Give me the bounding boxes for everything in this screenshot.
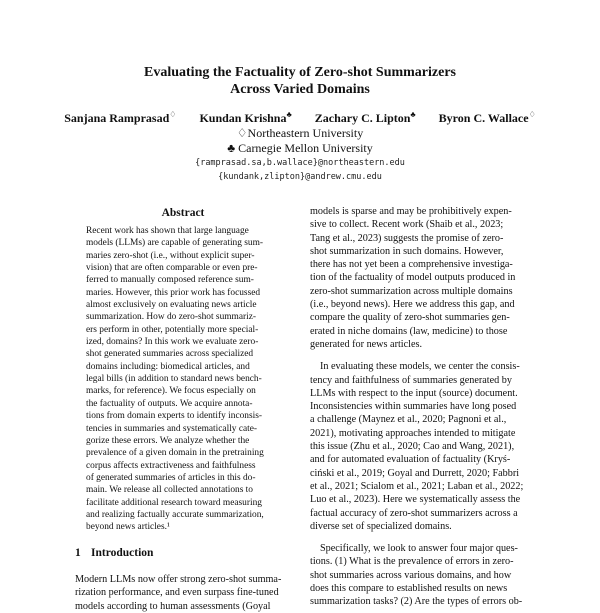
abstract-line: prevalence of a given domain in the pretraining bbox=[86, 448, 264, 459]
abstract-heading: Abstract bbox=[161, 207, 205, 219]
body-line: summarization tasks? (2) Are the types of errors ob- bbox=[310, 596, 523, 608]
body-line: models is sparse and may be prohibitively expen- bbox=[310, 206, 512, 217]
abstract-line: ized, domains? In this work we evaluate zero- bbox=[86, 337, 259, 348]
abstract-line: main. We release all collected annotations to bbox=[86, 485, 253, 496]
abstract-line: facilitate additional research toward measuring bbox=[86, 497, 262, 508]
abstract-line: models (LLMs) are capable of generating sum- bbox=[86, 238, 264, 249]
body-line: compare the quality of zero-shot summaries gen- bbox=[310, 312, 510, 324]
abstract-line: the factuality of outputs. We acquire annota- bbox=[86, 398, 253, 409]
abstract-line: legal bills (in addition to standard news bench- bbox=[86, 374, 262, 385]
body-line: there has not yet been a comprehensive investiga- bbox=[310, 259, 513, 271]
abstract-line: beyond news articles.¹ bbox=[86, 522, 170, 533]
email-cmu: {kundank,zlipton}@andrew.cmu.edu bbox=[218, 172, 382, 182]
abstract-line: marks, for reference). We focus especially on bbox=[86, 386, 256, 397]
abstract-line: tions from domain experts to identify inconsis- bbox=[86, 411, 263, 422]
body-line: Inconsistencies within summaries have long posed bbox=[310, 401, 517, 413]
paragraph bbox=[310, 360, 530, 533]
affiliation-cmu: ♣ Carnegie Mellon University bbox=[227, 141, 373, 155]
body-line: does this compare to established results on news bbox=[310, 583, 508, 595]
author: Byron C. Wallace♢ bbox=[438, 110, 536, 125]
email-northeastern: {ramprasad.sa,b.wallace}@northeastern.edu bbox=[195, 158, 405, 168]
body-line: tions. (1) What is the prevalence of errors in zero- bbox=[310, 556, 514, 568]
abstract-line: domains including: biomedical articles, and bbox=[86, 361, 250, 372]
body-line: tion of the factuality of model outputs produced in bbox=[310, 272, 516, 284]
abstract-line: almost exclusively on evaluating news article bbox=[86, 300, 257, 311]
body-line: Specifically, we look to answer four major ques- bbox=[320, 543, 518, 555]
abstract-body bbox=[86, 225, 280, 534]
body-line: zero-shot summarization across multiple domains bbox=[310, 285, 513, 297]
abstract-line: and realizing factually accurate summarization, bbox=[86, 509, 264, 520]
body-line: Tang et al., 2023) suggests the promise of zero- bbox=[310, 232, 504, 244]
body-line: shot summarization in such domains. However, bbox=[310, 245, 504, 257]
body-line: Modern LLMs now offer strong zero-shot summa- bbox=[75, 574, 282, 585]
section-heading-introduction bbox=[75, 547, 153, 559]
affiliation-northeastern: ♢Northeastern University bbox=[236, 126, 364, 140]
paper-title bbox=[0, 64, 600, 98]
body-line: et al., 2021; Scialom et al., 2021; Laban et al., 2022; bbox=[310, 480, 524, 492]
abstract-line: ferred to manually composed reference sum- bbox=[86, 275, 254, 286]
abstract-line: maries. However, this prior work has focussed bbox=[86, 287, 261, 298]
abstract-line: vision) that are often comparable or even pre- bbox=[86, 263, 258, 274]
abstract-line: shot generated summaries across specialized bbox=[86, 349, 254, 360]
abstract-line: corpus affects extractiveness and faithfulness bbox=[86, 460, 256, 471]
abstract-line: of generated summaries of articles in this do- bbox=[86, 472, 256, 483]
author: Kundan Krishna♣ bbox=[199, 110, 292, 125]
abstract-line: summarization. How do zero-shot summariz- bbox=[86, 312, 257, 323]
section-number: 1 bbox=[75, 547, 81, 559]
right-column bbox=[310, 205, 530, 609]
body-line: 2021), motivating approaches intended to mitigate bbox=[310, 427, 516, 439]
body-line: diverse set of specialized domains. bbox=[310, 520, 452, 532]
paper-title-line-1: Evaluating the Factuality of Zero-shot Summarizers bbox=[144, 65, 456, 80]
body-line: LLMs with respect to the input (source) document. bbox=[310, 387, 518, 399]
body-line: generated for news articles. bbox=[310, 338, 423, 350]
body-line: factual accuracy of zero-shot summarizers across a bbox=[310, 507, 518, 519]
paragraph bbox=[310, 542, 530, 608]
paragraph bbox=[310, 205, 530, 351]
body-line: a challenge (Maynez et al., 2020; Pagnoni et al., bbox=[310, 414, 507, 426]
body-line: models according to human assessments (Goyal bbox=[75, 600, 271, 612]
body-line: In evaluating these models, we center the consis- bbox=[320, 361, 520, 373]
introduction-body bbox=[75, 573, 291, 613]
abstract-line: tencies in summaries and systematically cate- bbox=[86, 423, 258, 434]
body-line: ciński et al., 2019; Goyal and Durrett, 2020; Fabbri bbox=[310, 467, 520, 479]
body-line: this issue (Zhu et al., 2020; Cao and Wang, 2021), bbox=[310, 441, 515, 453]
author-list bbox=[0, 110, 600, 126]
body-line: erated in niche domains (law, medicine) to those bbox=[310, 325, 508, 337]
author: Sanjana Ramprasad♢ bbox=[64, 110, 177, 125]
abstract-line: ers perform in other, potentially more special- bbox=[86, 324, 259, 335]
section-title: Introduction bbox=[91, 547, 154, 559]
abstract-line: maries zero-shot (i.e., without explicit super- bbox=[86, 250, 255, 261]
body-line: Luo et al., 2023). Here we systematically assess the bbox=[310, 494, 521, 506]
abstract-line: Recent work has shown that large language bbox=[86, 226, 249, 236]
abstract-line: gorize these errors. We analyze whether the bbox=[86, 435, 250, 446]
author: Zachary C. Lipton♣ bbox=[314, 110, 416, 125]
body-line: (i.e., beyond news). Here we address this gap, and bbox=[310, 299, 515, 311]
paper-title-line-2: Across Varied Domains bbox=[230, 82, 370, 97]
body-line: sive to collect. Recent work (Shaib et al., 2023; bbox=[310, 219, 504, 231]
body-line: rization performance, and even surpass fine-tuned bbox=[75, 587, 279, 599]
body-line: tency and faithfulness of summaries generated by bbox=[310, 374, 512, 386]
body-line: shot summaries across various domains, and how bbox=[310, 569, 512, 581]
body-line: and for automated evaluation of factuality (Kryś- bbox=[310, 454, 511, 466]
